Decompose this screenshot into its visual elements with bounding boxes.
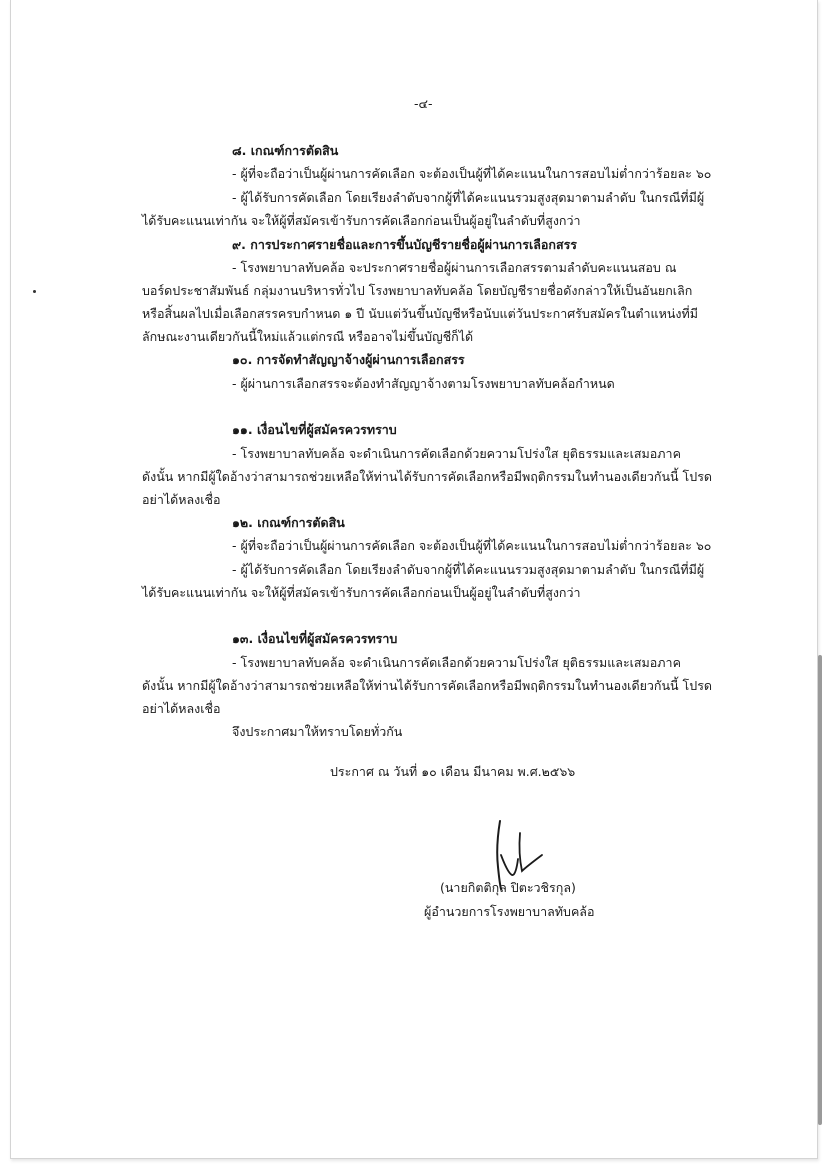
section-12-line-2: - ผู้ได้รับการคัดเลือก โดยเรียงลำดับจากผู้ที่ได้คะแนนรวมสูงสุดมาตามลำดับ ในกรณีที่มีผู้ — [232, 562, 705, 577]
section-8-line-3: ได้รับคะแนนเท่ากัน จะให้ผู้ที่สมัครเข้ารับการคัดเลือกก่อนเป็นผู้อยู่ในลำดับที่สูงกว่า — [142, 213, 581, 228]
section-heading-11: ๑๑. เงื่อนไขที่ผู้สมัครควรทราบ — [232, 422, 397, 437]
announcement-date: ประกาศ ณ วันที่ ๑๐ เดือน มีนาคม พ.ศ.๒๕๖๖ — [330, 764, 576, 779]
section-9-line-2: บอร์ดประชาสัมพันธ์ กลุ่มงานบริหารทั่วไป โรงพยาบาลทับคล้อ โดยบัญชีรายชื่อดังกล่าวให้เป็นอันยกเลิก — [142, 283, 693, 298]
section-9-line-1: - โรงพยาบาลทับคล้อ จะประกาศรายชื่อผู้ผ่านการเลือกสรรตามลำดับคะแนนสอบ ณ — [232, 260, 677, 275]
section-11-line-2: ดังนั้น หากมีผู้ใดอ้างว่าสามารถช่วยเหลือให้ท่านได้รับการคัดเลือกหรือมีพฤติกรรมในทำนองเดียวกันนี้ โปรด — [142, 469, 713, 484]
section-13-line-2: ดังนั้น หากมีผู้ใดอ้างว่าสามารถช่วยเหลือให้ท่านได้รับการคัดเลือกหรือมีพฤติกรรมในทำนองเดียวกันนี้ โปรด — [142, 678, 713, 693]
section-heading-9: ๙. การประกาศรายชื่อและการขึ้นบัญชีรายชื่อผู้ผ่านการเลือกสรร — [232, 237, 578, 252]
section-12-line-1: - ผู้ที่จะถือว่าเป็นผู้ผ่านการคัดเลือก จะต้องเป็นผู้ที่ได้คะแนนในการสอบไม่ต่ำกว่าร้อยละ ๖๐ — [232, 538, 712, 553]
page-number: -๔- — [414, 96, 433, 111]
section-13-line-3: อย่าได้หลงเชื่อ — [142, 701, 221, 716]
section-9-line-4: ลักษณะงานเดียวกันนี้ใหม่แล้วแต่กรณี หรืออาจไม่ขึ้นบัญชีก็ได้ — [142, 329, 474, 344]
section-9-line-3: หรือสิ้นผลไปเมื่อเลือกสรรครบกำหนด ๑ ปี นับแต่วันขึ้นบัญชีหรือนับแต่วันประกาศรับสมัครในตำแหน่งที่มี — [142, 306, 698, 321]
section-13-line-1: - โรงพยาบาลทับคล้อ จะดำเนินการคัดเลือกด้วยความโปร่งใส ยุติธรรมและเสมอภาค — [232, 655, 681, 670]
stray-mark — [33, 290, 36, 293]
section-11-line-1: - โรงพยาบาลทับคล้อ จะดำเนินการคัดเลือกด้วยความโปร่งใส ยุติธรรมและเสมอภาค — [232, 446, 681, 461]
section-11-line-3: อย่าได้หลงเชื่อ — [142, 492, 221, 507]
section-heading-10: ๑๐. การจัดทำสัญญาจ้างผู้ผ่านการเลือกสรร — [232, 352, 465, 367]
signer-title: ผู้อำนวยการโรงพยาบาลทับคล้อ — [424, 904, 595, 919]
section-10-line-1: - ผู้ผ่านการเลือกสรรจะต้องทำสัญญาจ้างตามโรงพยาบาลทับคล้อกำหนด — [232, 376, 615, 391]
section-heading-8: ๘. เกณฑ์การตัดสิน — [232, 143, 339, 158]
closing-statement: จึงประกาศมาให้ทราบโดยทั่วกัน — [232, 724, 403, 739]
section-heading-12: ๑๒. เกณฑ์การตัดสิน — [232, 515, 345, 530]
section-8-line-2: - ผู้ได้รับการคัดเลือก โดยเรียงลำดับจากผู้ที่ได้คะแนนรวมสูงสุดมาตามลำดับ ในกรณีที่มีผู้ — [232, 190, 705, 205]
signer-name: (นายกิตติกุล ปิตะวชิรกุล) — [440, 880, 576, 895]
section-8-line-1: - ผู้ที่จะถือว่าเป็นผู้ผ่านการคัดเลือก จะต้องเป็นผู้ที่ได้คะแนนในการสอบไม่ต่ำกว่าร้อยละ ๖๐ — [232, 166, 712, 181]
section-heading-13: ๑๓. เงื่อนไขที่ผู้สมัครควรทราบ — [232, 631, 398, 646]
section-12-line-3: ได้รับคะแนนเท่ากัน จะให้ผู้ที่สมัครเข้ารับการคัดเลือกก่อนเป็นผู้อยู่ในลำดับที่สูงกว่า — [142, 585, 581, 600]
